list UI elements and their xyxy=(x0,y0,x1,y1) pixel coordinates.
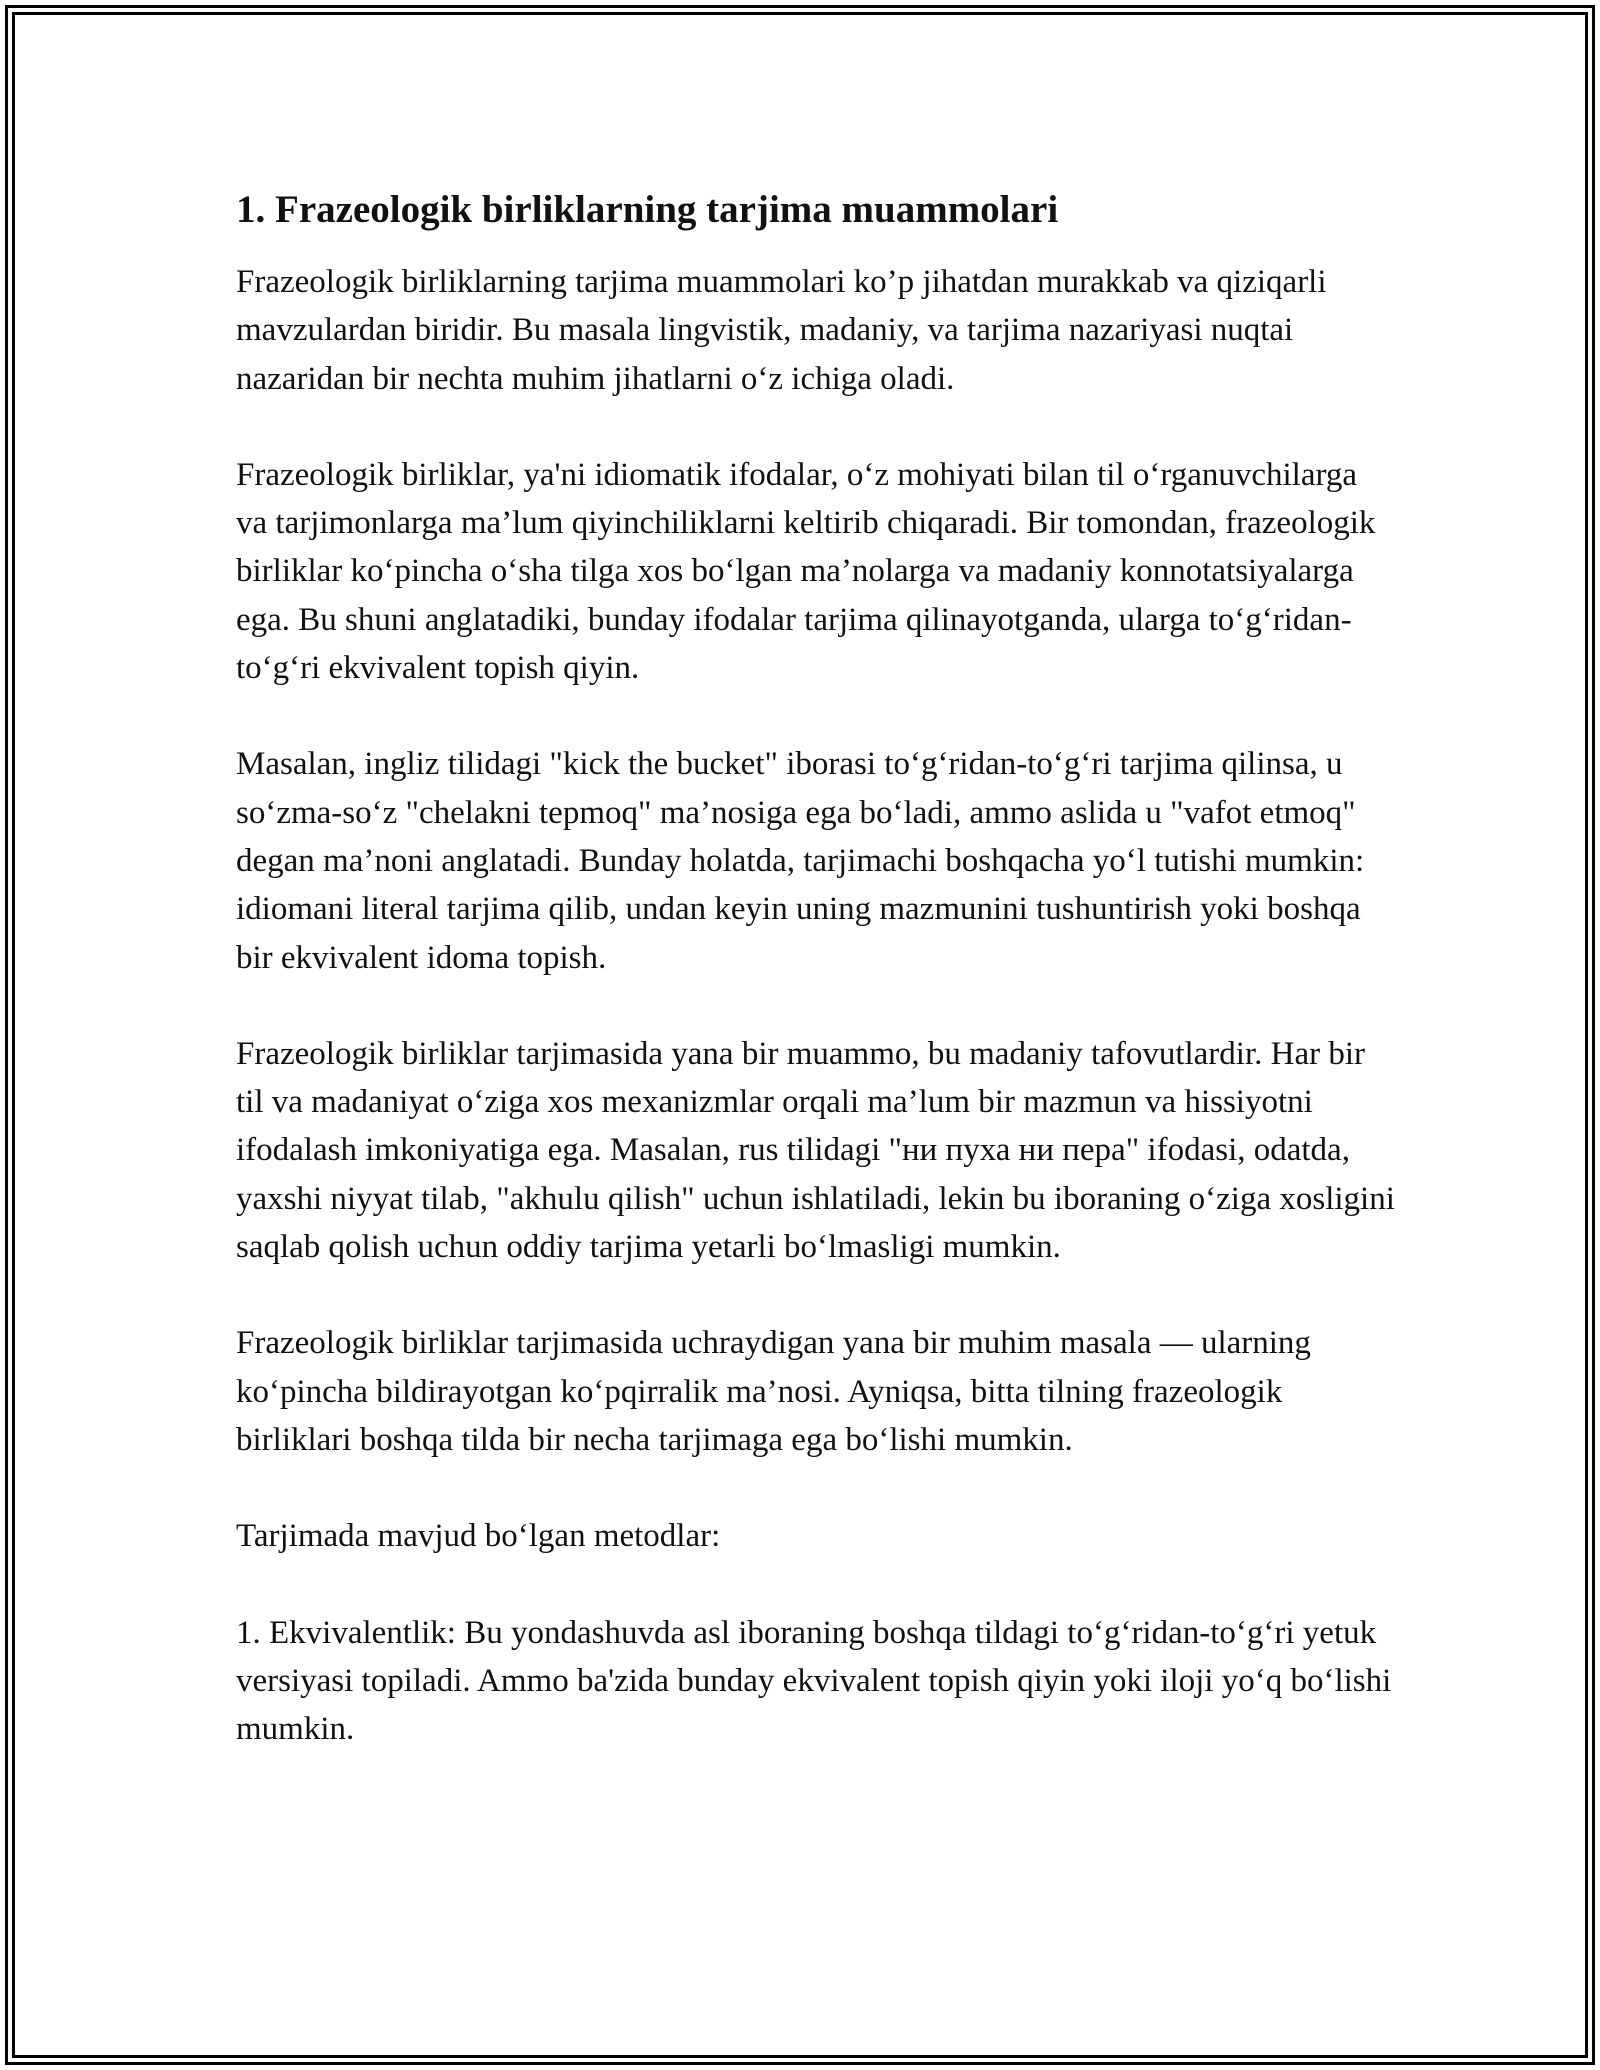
paragraph-method-equivalence: 1. Ekvivalentlik: Bu yondashuvda asl iboraning boshqa tildagi to‘g‘ridan-to‘g‘ri yetuk versiyasi topiladi. Ammo ba'zida bunday ekvivalent topish qiyin yoki iloji yo‘q bo‘lishi mumkin. xyxy=(236,1614,1392,1748)
section-heading: 1. Frazeologik birliklarning tarjima muammolari xyxy=(236,188,1059,231)
paragraph-cultural: Frazeologik birliklar tarjimasida yana bir muammo, bu madaniy tafovutlardir. Har bir til va madaniyat o‘ziga xos mexanizmlar orqali ma’lum bir mazmun va hissiyotni ifodalash imkoniyatiga ega. Masalan, rus tilidagi "ни пуха ни пера" ifodasi, odatda, yaxshi niyyat tilab, "akhulu qilish" uchun ishlatiladi, lekin bu iboraning o‘ziga xosligini saqlab qolish uchun oddiy tarjima yetarli bo‘lmasligi mumkin. xyxy=(236,1035,1395,1266)
paragraph-idioms: Frazeologik birliklar, ya'ni idiomatik ifodalar, o‘z mohiyati bilan til o‘rganuvchilarga va tarjimonlarga ma’lum qiyinchiliklarni keltirib chiqaradi. Bir tomondan, frazeologik birliklar ko‘pincha o‘sha tilga xos bo‘lgan ma’nolarga va madaniy konnotatsiyalarga ega. Bu shuni anglatadiki, bunday ifodalar tarjima qilinayotganda, ularga to‘g‘ridan-to‘g‘ri ekvivalent topish qiyin. xyxy=(236,456,1376,687)
paragraph-methods-heading: Tarjimada mavjud bo‘lgan metodlar: xyxy=(236,1518,721,1555)
paragraph-example: Masalan, ingliz tilidagi "kick the bucket" iborasi to‘g‘ridan-to‘g‘ri tarjima qilinsa, u so‘zma-so‘z "chelakni tepmoq" ma’nosiga ega bo‘ladi, ammo aslida u "vafot etmoq" degan ma’noni anglatadi. Bunday holatda, tarjimachi boshqacha yo‘l tutishi mumkin: idiomani literal tarjima qilib, undan keyin uning mazmunini tushuntirish yoki boshqa bir ekvivalent idoma topish. xyxy=(236,746,1365,976)
paragraph-polysemy: Frazeologik birliklar tarjimasida uchraydigan yana bir muhim masala — ularning ko‘pincha bildirayotgan ko‘pqirralik ma’nosi. Ayniqsa, bitta tilning frazeologik birliklari boshqa tilda bir necha tarjimaga ega bo‘lishi mumkin. xyxy=(236,1325,1311,1458)
document-body xyxy=(236,186,1396,1801)
paragraph-intro: Frazeologik birliklarning tarjima muammolari ko’p jihatdan murakkab va qiziqarli mavzulardan biridir. Bu masala lingvistik, madaniy, va tarjima nazariyasi nuqtai nazaridan bir nechta muhim jihatlarni o‘z ichiga oladi. xyxy=(236,264,1327,397)
